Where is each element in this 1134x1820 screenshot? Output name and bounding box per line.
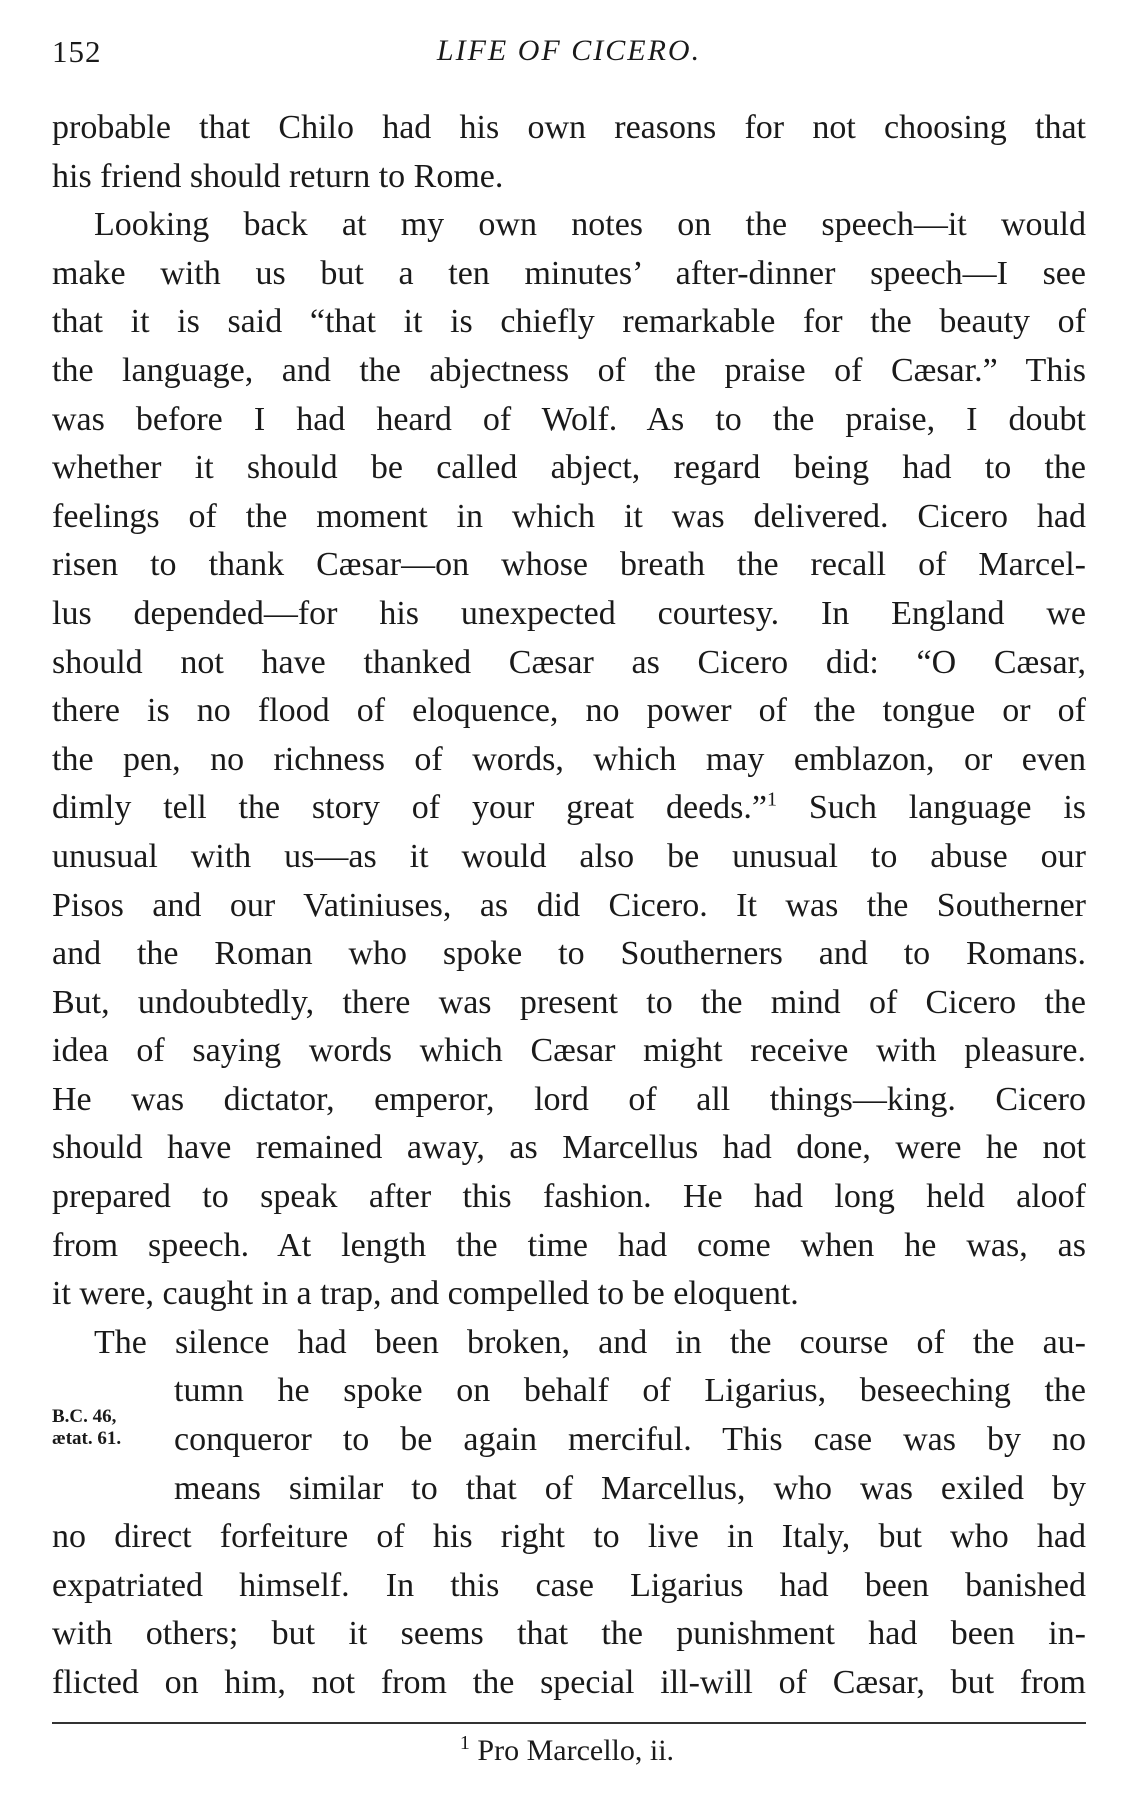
footnote-marker: 1: [459, 1732, 470, 1754]
text-line: and the Roman who spoke to Southerners and to Romans.: [52, 935, 1086, 973]
text-line: lus depended—for his unexpected courtesy. In England we: [52, 594, 1086, 632]
text-line: prepared to speak after this fashion. He had long held aloof: [52, 1178, 1086, 1216]
text-line: The silence had been broken, and in the course of the au-: [94, 1323, 1086, 1361]
text-line: was before I had heard of Wolf. As to the praise, I doubt: [52, 400, 1086, 438]
text-line: that it is said “that it is chiefly remarkable for the beauty of: [52, 303, 1086, 341]
text-line: the language, and the abjectness of the praise of Cæsar.” This: [52, 351, 1086, 389]
text-segment: Such language is: [777, 789, 1086, 827]
running-title: LIFE OF CICERO.: [436, 34, 702, 67]
text-line: flicted on him, not from the special ill-will of Cæsar, but from: [52, 1664, 1086, 1701]
text-line: no direct forfeiture of his right to live in Italy, but who had: [52, 1518, 1086, 1556]
margin-note: [52, 1406, 162, 1450]
text-line: the pen, no richness of words, which may emblazon, or even: [52, 740, 1086, 778]
text-line: Pisos and our Vatiniuses, as did Cicero. It was the Southerner: [52, 886, 1086, 924]
text-line: tumn he spoke on behalf of Ligarius, beseeching the: [174, 1372, 1086, 1410]
page-header: [52, 34, 1086, 84]
footnote-divider: [52, 1722, 1086, 1724]
text-line: He was dictator, emperor, lord of all things—king. Cicero: [52, 1080, 1086, 1118]
text-line: risen to thank Cæsar—on whose breath the recall of Marcel-: [52, 546, 1086, 584]
footnote: [0, 1734, 1134, 1768]
text-line: means similar to that of Marcellus, who was exiled by: [174, 1469, 1086, 1507]
text-line: But, undoubtedly, there was present to the mind of Cicero the: [52, 983, 1086, 1021]
text-line: expatriated himself. In this case Ligarius had been banished: [52, 1566, 1086, 1604]
text-segment: dimly tell the story of your great deeds.”: [52, 789, 767, 827]
text-line: unusual with us—as it would also be unusual to abuse our: [52, 837, 1086, 875]
text-line: probable that Chilo had his own reasons for not choosing that: [52, 109, 1086, 146]
text-line: there is no flood of eloquence, no power of the tongue or of: [52, 692, 1086, 730]
text-line: his friend should return to Rome.: [52, 157, 504, 195]
footnote-reference: 1: [767, 788, 777, 811]
margin-note-date: B.C. 46,: [52, 1406, 117, 1427]
text-line: Looking back at my own notes on the speech—it would: [94, 206, 1086, 244]
text-line-with-footnote-ref: [52, 784, 1086, 833]
text-line: with others; but it seems that the punishment had been in-: [52, 1615, 1086, 1653]
margin-note-age: ætat. 61.: [52, 1428, 122, 1449]
body-text: [52, 104, 1086, 1708]
text-line: should not have thanked Cæsar as Cicero did: “O Cæsar,: [52, 643, 1086, 681]
text-line: should have remained away, as Marcellus had done, were he not: [52, 1129, 1086, 1167]
text-line: idea of saying words which Cæsar might receive with pleasure.: [52, 1032, 1086, 1070]
footnote-text: Pro Marcello, ii.: [469, 1734, 675, 1767]
text-line: whether it should be called abject, regard being had to the: [52, 449, 1086, 487]
text-line: make with us but a ten minutes’ after-dinner speech—I see: [52, 254, 1086, 292]
text-line: feelings of the moment in which it was delivered. Cicero had: [52, 497, 1086, 535]
text-line: it were, caught in a trap, and compelled to be eloquent.: [52, 1275, 799, 1313]
page-number: 152: [52, 34, 102, 69]
text-line: from speech. At length the time had come when he was, as: [52, 1226, 1086, 1264]
text-line: conqueror to be again merciful. This case was by no: [174, 1421, 1086, 1459]
